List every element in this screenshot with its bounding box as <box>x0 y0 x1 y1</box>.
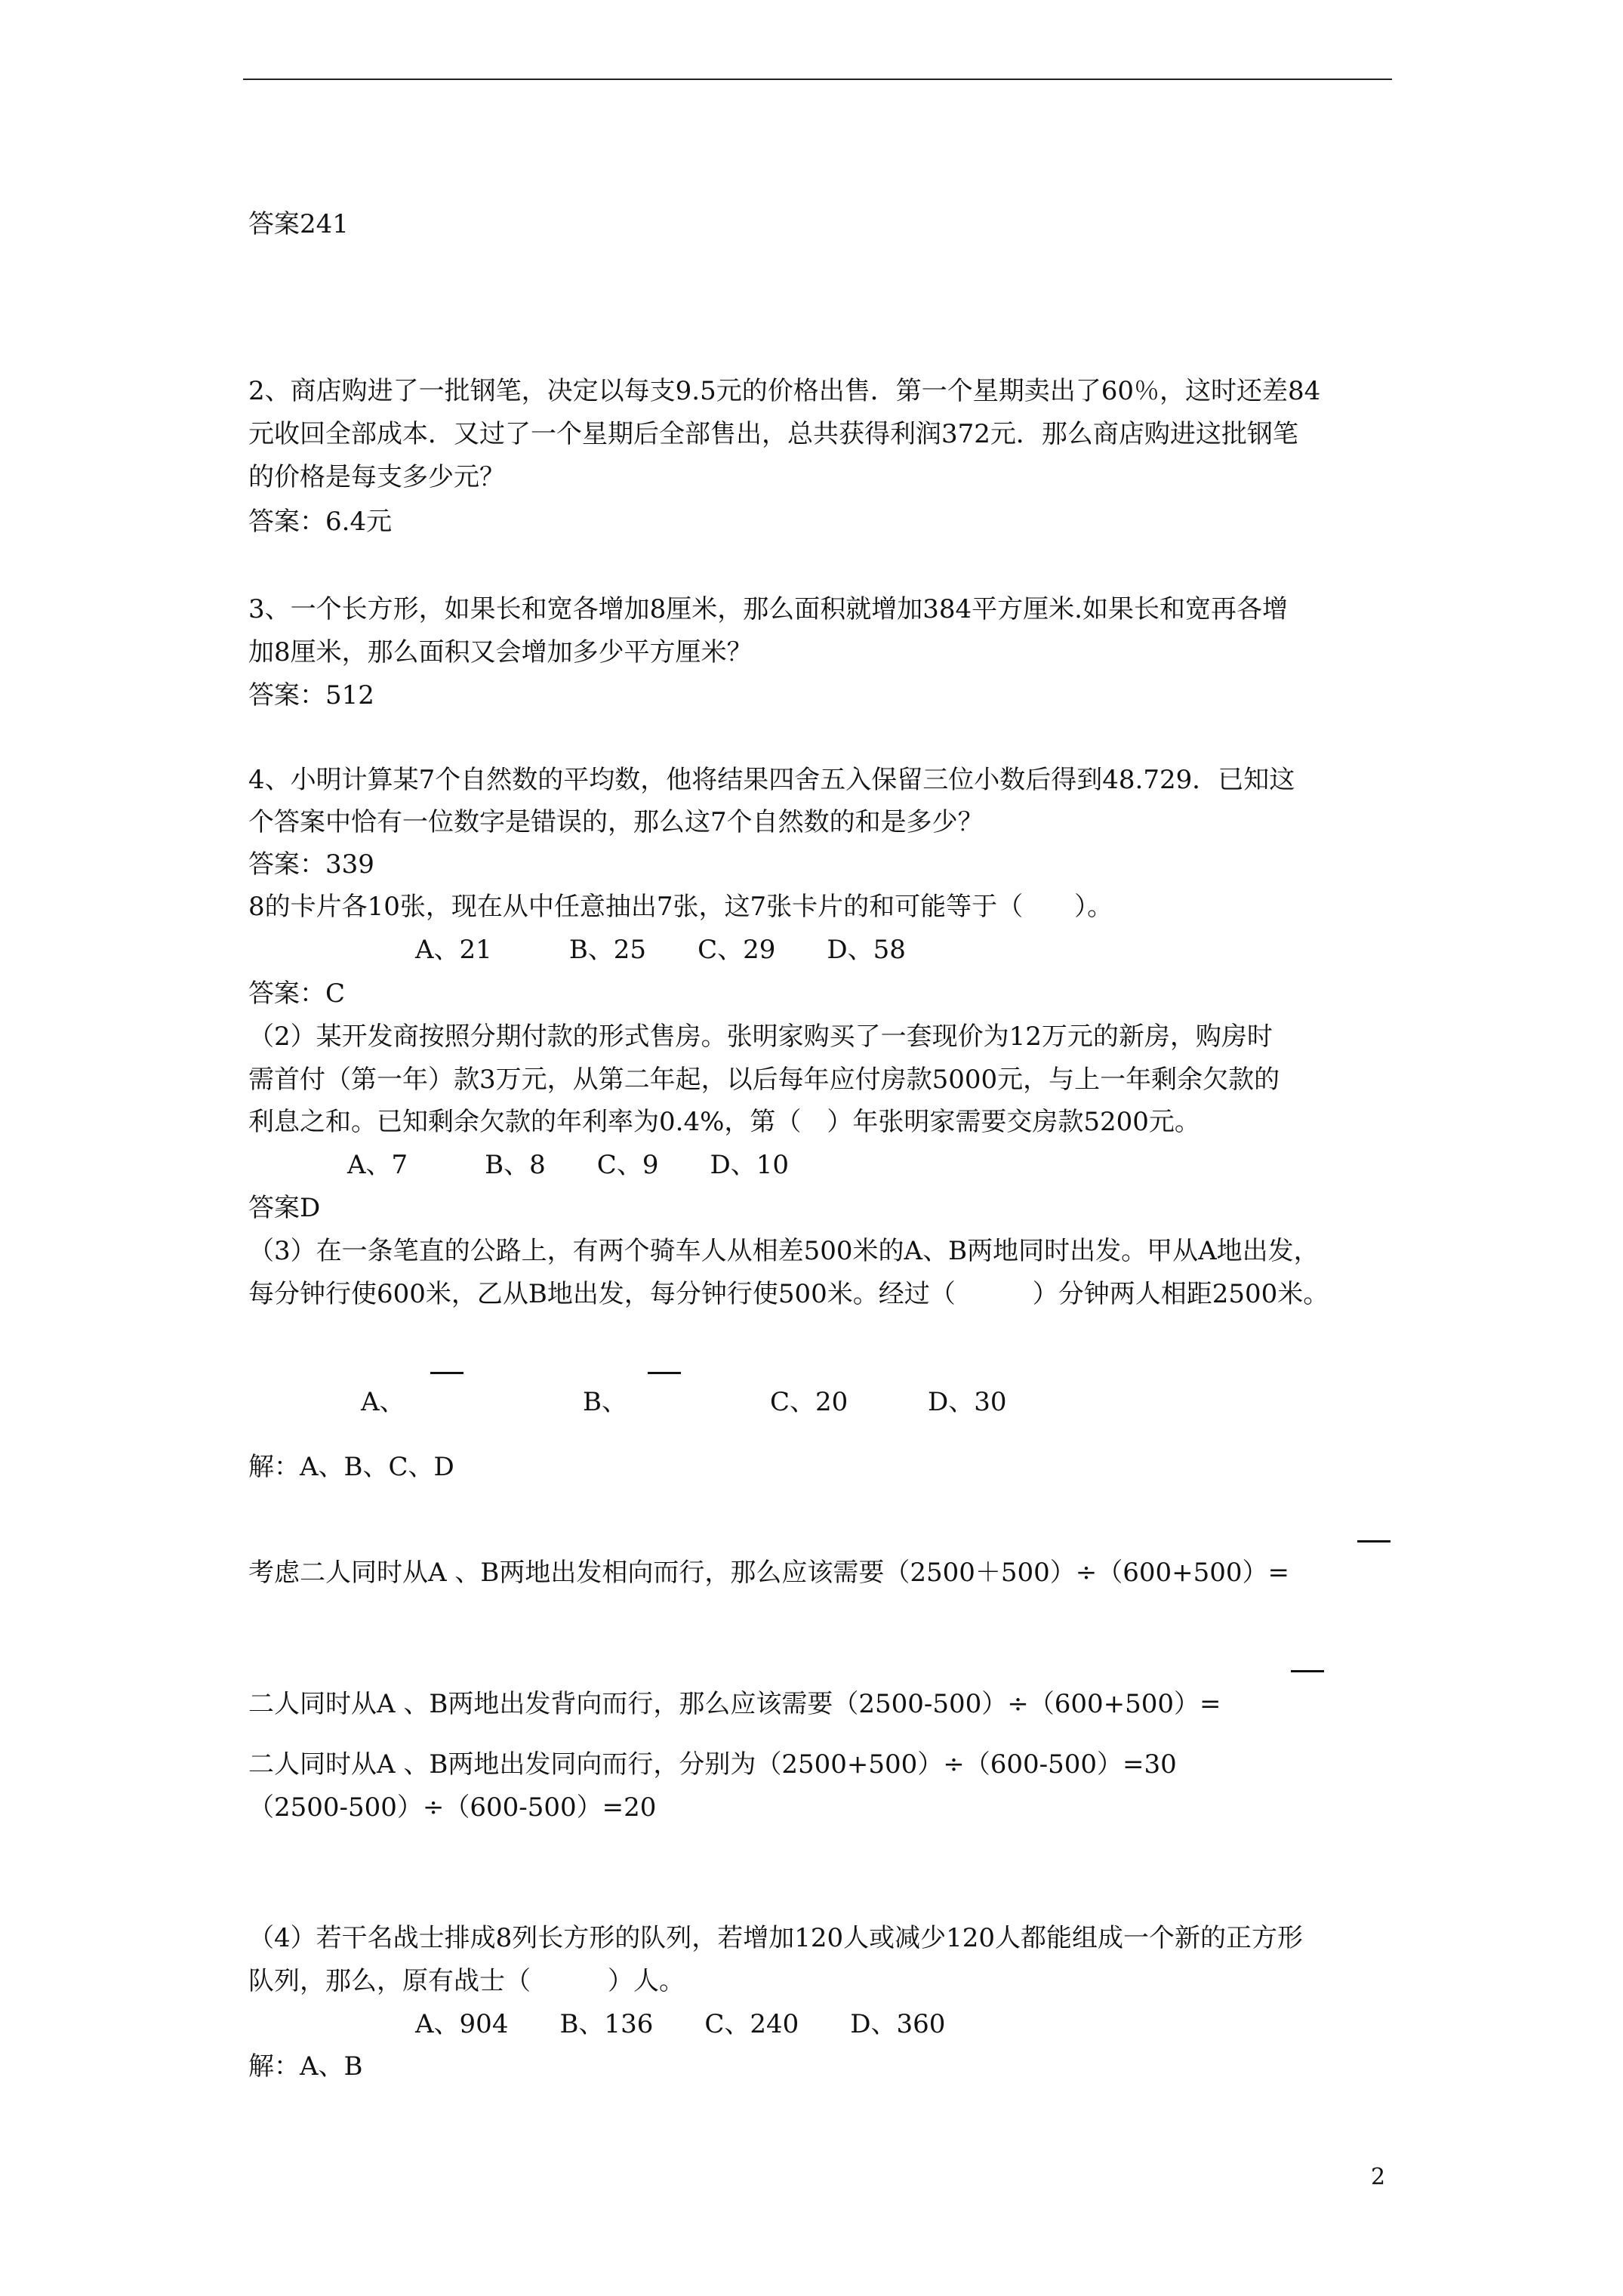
card-question-line: 8的卡片各10张，现在从中任意抽出7张，这7张卡片的和可能等于（ ）。 <box>248 892 1113 922</box>
header-rule <box>243 79 1392 80</box>
solution-3b-case-2: 二人同时从A 、B两地出发背向而行，那么应该需要（2500-500）÷（600+500）= <box>248 1689 1221 1719</box>
question-4-line-2: 个答案中恰有一位数字是错误的，那么这7个自然数的和是多少？ <box>248 807 984 837</box>
question-4b-line-1: （4）若干名战士排成8列长方形的队列，若增加120人或减少120人都能组成一个新的正方形 <box>248 1923 1304 1953</box>
question-2b-line-1: （2）某开发商按照分期付款的形式售房。张明家购买了一套现价为12万元的新房，购房时 <box>248 1022 1273 1052</box>
question-2b-line-2: 需首付（第一年）款3万元，从第二年起，以后每年应付房款5000元，与上一年剩余欠款的 <box>248 1065 1280 1095</box>
question-4b-options: A、904 B、136 C、240 D、360 <box>415 2009 946 2039</box>
page-number: 2 <box>1371 2164 1386 2190</box>
option-c: C、20 <box>770 1387 848 1417</box>
question-2-line-2: 元收回全部成本．又过了一个星期后全部售出，总共获得利润372元．那么商店购进这批钢笔 <box>248 419 1298 449</box>
question-4-answer: 答案：339 <box>248 849 374 880</box>
question-2-line-1: 2、商店购进了一批钢笔，决定以每支9.5元的价格出售．第一个星期卖出了60％，这时还差84 <box>248 376 1321 406</box>
card-question-answer: 答案：C <box>248 978 346 1009</box>
question-2-answer: 答案：6.4元 <box>248 507 393 537</box>
question-2b-options: A、7 B、8 C、9 D、10 <box>347 1150 789 1180</box>
question-2b-answer: 答案D <box>248 1193 321 1223</box>
question-3-line-2: 加8厘米，那么面积又会增加多少平方厘米？ <box>248 637 753 667</box>
fraction-bar-d <box>1291 1670 1324 1672</box>
card-question-options: A、21 B、25 C、29 D、58 <box>415 935 906 965</box>
option-d: D、30 <box>928 1387 1007 1417</box>
solution-3b-case-3: 二人同时从A 、B两地出发同向而行，分别为（2500+500）÷（600-500）=30 <box>248 1749 1177 1780</box>
fraction-bar-c <box>1357 1540 1390 1542</box>
solution-3b-case-3b: （2500-500）÷（600-500）=20 <box>248 1792 657 1823</box>
fraction-bar-a <box>430 1372 463 1374</box>
question-2-line-3: 的价格是每支多少元？ <box>248 462 505 492</box>
question-3-answer: 答案：512 <box>248 680 374 710</box>
question-4-line-1: 4、小明计算某7个自然数的平均数，他将结果四舍五入保留三位小数后得到48.729．已知这 <box>248 765 1295 795</box>
solution-4b: 解：A、B <box>248 2051 363 2082</box>
question-3b-line-1: （3）在一条笔直的公路上，有两个骑车人从相差500米的A、B两地同时出发。甲从A地出发， <box>248 1236 1320 1266</box>
solution-3b: 解：A、B、C、D <box>248 1452 454 1482</box>
question-2b-line-3: 利息之和。已知剩余欠款的年利率为0.4%，第（ ）年张明家需要交房款5200元。 <box>248 1107 1200 1137</box>
answer-line: 答案241 <box>248 209 349 239</box>
option-b: B、 <box>583 1387 627 1417</box>
option-a: A、 <box>361 1387 405 1417</box>
question-3b-line-2: 每分钟行使600米，乙从B地出发，每分钟行使500米。经过（ ）分钟两人相距2500米。 <box>248 1279 1329 1309</box>
question-3-line-1: 3、一个长方形，如果长和宽各增加8厘米，那么面积就增加384平方厘米.如果长和宽再各增 <box>248 594 1288 624</box>
question-4b-line-2: 队列，那么，原有战士（ ）人。 <box>248 1966 685 1996</box>
fraction-bar-b <box>648 1372 681 1374</box>
solution-3b-case-1: 考虑二人同时从A 、B两地出发相向而行，那么应该需要（2500＋500）÷（600+500）= <box>248 1558 1290 1588</box>
